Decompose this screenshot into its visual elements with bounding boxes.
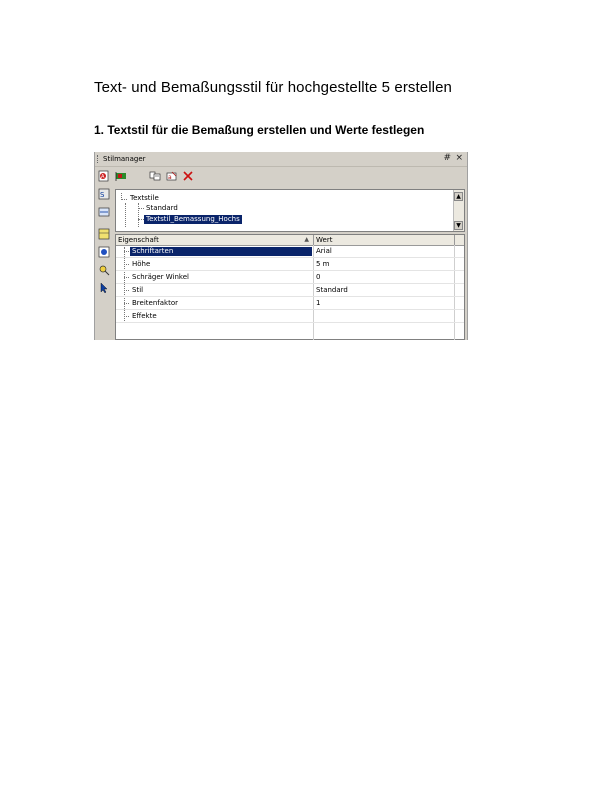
textstyle-side-icon[interactable] <box>97 187 110 200</box>
table-row[interactable] <box>116 284 464 297</box>
property-name: Breitenfaktor <box>132 299 178 307</box>
drag-grip-icon[interactable] <box>97 155 100 163</box>
svg-text:A: A <box>100 173 104 180</box>
pointer-icon[interactable] <box>97 281 110 294</box>
scroll-up-icon[interactable]: ▲ <box>454 192 463 201</box>
tree-connector <box>138 203 139 227</box>
info-icon[interactable] <box>97 245 110 258</box>
header-property-label: Eigenschaft <box>118 236 159 244</box>
svg-text:a: a <box>168 173 172 181</box>
dimension-style-icon[interactable] <box>97 205 110 218</box>
search-icon[interactable] <box>97 263 110 276</box>
tree-scrollbar[interactable] <box>453 190 464 231</box>
property-name: Schräger Winkel <box>132 273 189 281</box>
grid-tree-connector <box>124 316 129 317</box>
close-icon[interactable]: × <box>455 153 463 163</box>
property-name: Stil <box>132 286 144 294</box>
style-manager-panel <box>94 152 468 340</box>
header-property[interactable] <box>116 235 314 245</box>
textstyle-icon[interactable] <box>97 169 110 182</box>
grid-tree-connector <box>124 290 129 291</box>
pin-icon[interactable]: # <box>443 153 451 163</box>
table-row[interactable] <box>116 245 464 258</box>
side-toolbar <box>95 185 113 340</box>
document-subtitle: 1. Textstil für die Bemaßung erstellen und Werte festlegen <box>94 123 425 137</box>
sort-icon: ▲ <box>304 236 309 243</box>
tree-connector <box>121 199 127 200</box>
rename-style-icon[interactable] <box>165 169 178 182</box>
grid-tree-connector <box>124 251 129 252</box>
style-tree <box>115 189 465 232</box>
grid-tree-connector <box>124 303 129 304</box>
svg-text:S: S <box>99 190 104 199</box>
new-style-icon[interactable] <box>149 169 162 182</box>
header-value[interactable] <box>314 235 455 245</box>
tree-connector <box>125 203 126 227</box>
property-name: Schriftarten <box>130 247 312 256</box>
property-value[interactable]: Arial <box>316 247 332 255</box>
header-value-label: Wert <box>316 236 333 244</box>
property-value[interactable]: 0 <box>316 273 321 281</box>
property-value[interactable]: 1 <box>316 299 321 307</box>
panel-toolbar <box>95 167 467 185</box>
tree-node-standard[interactable]: Standard <box>146 204 178 212</box>
property-value[interactable]: Standard <box>316 286 348 294</box>
grid-tree-connector <box>124 277 129 278</box>
tree-node-root[interactable]: Textstile <box>130 194 159 202</box>
scroll-down-icon[interactable]: ▼ <box>454 221 463 230</box>
table-row[interactable] <box>116 297 464 310</box>
document-title: Text- und Bemaßungsstil für hochgestellte 5 erstellen <box>94 79 452 96</box>
table-row[interactable] <box>116 310 464 323</box>
property-value[interactable]: 5 m <box>316 260 330 268</box>
tree-connector <box>138 208 144 209</box>
table-style-icon[interactable] <box>97 227 110 240</box>
property-grid <box>115 234 465 340</box>
panel-titlebar[interactable] <box>95 152 467 167</box>
flag-icon[interactable] <box>115 169 128 182</box>
panel-title: Stilmanager <box>103 155 146 163</box>
delete-icon[interactable] <box>181 169 194 182</box>
table-row[interactable] <box>116 271 464 284</box>
table-row[interactable] <box>116 258 464 271</box>
property-name: Höhe <box>132 260 151 268</box>
tree-node-selected[interactable]: Textstil_Bemassung_Hochs <box>146 215 240 223</box>
property-name: Effekte <box>132 312 157 320</box>
grid-tree-connector <box>124 264 129 265</box>
